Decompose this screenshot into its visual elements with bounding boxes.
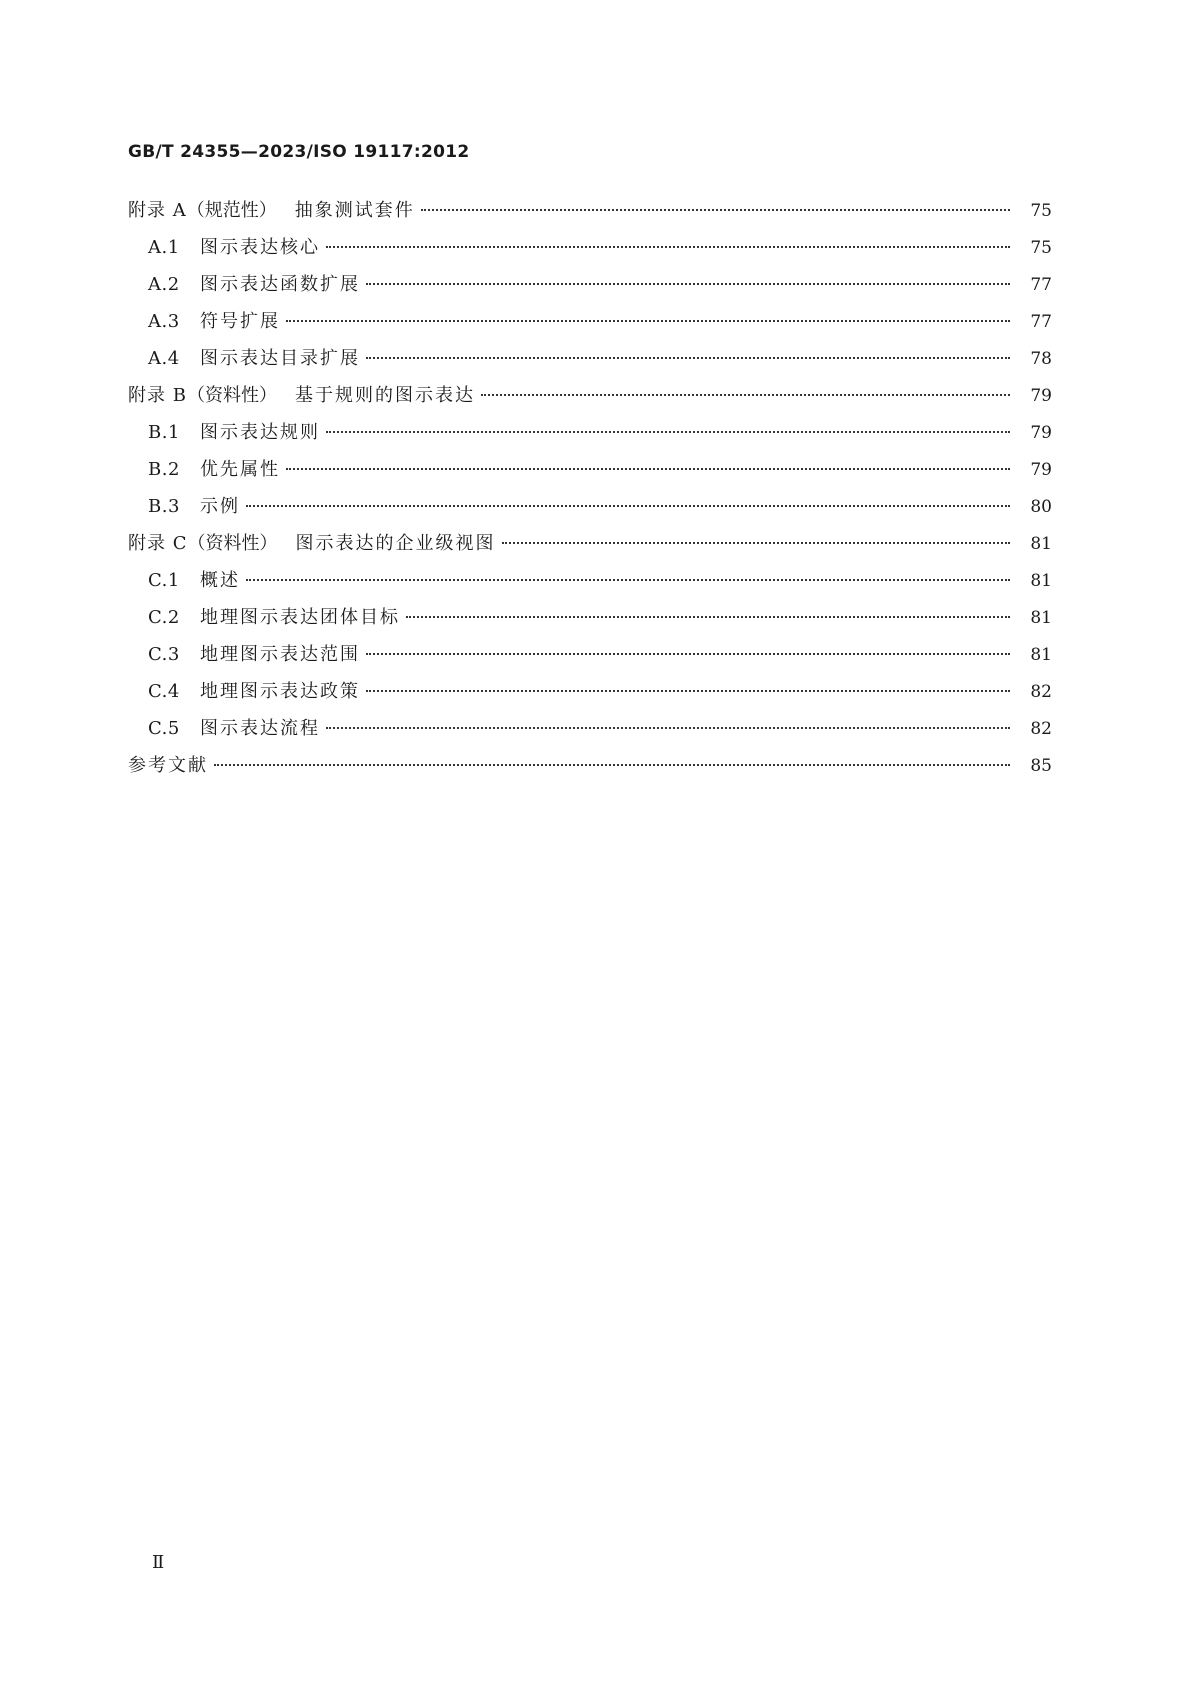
dot-leader (326, 246, 1010, 248)
toc-entry-appendix-b[interactable] (128, 381, 1052, 418)
toc-entry-appendix-c[interactable] (128, 529, 1052, 566)
toc-entry-number: B.3 (148, 496, 180, 517)
toc-entry-title: 概述 (200, 570, 240, 591)
toc-entry-number: B.2 (148, 459, 180, 480)
toc-page-number: 82 (1030, 682, 1052, 702)
toc-entry-c4[interactable] (128, 677, 1052, 714)
toc-page-number: 75 (1030, 201, 1052, 221)
table-of-contents (128, 196, 1052, 788)
toc-entry-number: A.1 (148, 237, 180, 258)
toc-entry-title: 图示表达规则 (200, 422, 320, 443)
toc-page-number: 77 (1030, 312, 1052, 332)
toc-entry-c5[interactable] (128, 714, 1052, 751)
toc-appendix-nature: （资料性） (187, 533, 278, 554)
dot-leader (502, 542, 1011, 544)
dot-leader (214, 764, 1010, 766)
toc-appendix-nature: （规范性） (186, 200, 277, 221)
toc-entry-title: 抽象测试套件 (294, 200, 415, 221)
toc-entry-title: 优先属性 (200, 459, 280, 480)
dot-leader (406, 616, 1010, 618)
toc-appendix-nature: （资料性） (186, 385, 277, 406)
toc-page-number: 79 (1030, 423, 1052, 443)
footer-page-number: Ⅱ (152, 1552, 165, 1573)
toc-entry-title: 地理图示表达政策 (200, 681, 360, 702)
toc-entry-c2[interactable] (128, 603, 1052, 640)
dot-leader (326, 727, 1010, 729)
toc-page-number: 79 (1030, 386, 1052, 406)
toc-entry-number: A.3 (148, 311, 180, 332)
toc-entry-title: 参考文献 (128, 755, 208, 776)
toc-entry-b2[interactable] (128, 455, 1052, 492)
dot-leader (366, 357, 1010, 359)
toc-entry-number: C.2 (148, 607, 180, 628)
dot-leader (366, 653, 1010, 655)
toc-entry-a4[interactable] (128, 344, 1052, 381)
toc-entry-number: C.4 (148, 681, 180, 702)
toc-entry-number: C.5 (148, 718, 180, 739)
toc-entry-a3[interactable] (128, 307, 1052, 344)
toc-entry-a1[interactable] (128, 233, 1052, 270)
toc-appendix-label: 附录 B (128, 385, 187, 406)
dot-leader (246, 579, 1010, 581)
toc-entry-c3[interactable] (128, 640, 1052, 677)
toc-page-number: 82 (1030, 719, 1052, 739)
dot-leader (366, 283, 1010, 285)
toc-page-number: 81 (1030, 571, 1052, 591)
toc-entry-title: 图示表达核心 (200, 237, 320, 258)
toc-entry-c1[interactable] (128, 566, 1052, 603)
toc-entry-number: A.2 (148, 274, 180, 295)
toc-page-number: 79 (1030, 460, 1052, 480)
toc-entry-title: 图示表达目录扩展 (200, 348, 360, 369)
toc-entry-a2[interactable] (128, 270, 1052, 307)
standard-code-header: GB/T 24355—2023/ISO 19117:2012 (128, 142, 470, 162)
toc-entry-title: 符号扩展 (200, 311, 280, 332)
toc-entry-number: A.4 (148, 348, 180, 369)
toc-page-number: 80 (1030, 497, 1052, 517)
dot-leader (366, 690, 1010, 692)
toc-entry-references[interactable] (128, 751, 1052, 788)
toc-entry-b3[interactable] (128, 492, 1052, 529)
dot-leader (421, 209, 1010, 211)
toc-page-number: 78 (1030, 349, 1052, 369)
toc-page-number: 81 (1030, 645, 1052, 665)
toc-page-number: 85 (1030, 756, 1052, 776)
dot-leader (326, 431, 1010, 433)
dot-leader (286, 320, 1010, 322)
dot-leader (246, 505, 1010, 507)
toc-page-number: 75 (1030, 238, 1052, 258)
toc-page-number: 81 (1030, 534, 1052, 554)
toc-entry-number: C.3 (148, 644, 180, 665)
dot-leader (481, 394, 1010, 396)
toc-appendix-label: 附录 C (128, 533, 188, 554)
dot-leader (286, 468, 1010, 470)
toc-entry-title: 图示表达流程 (200, 718, 320, 739)
toc-entry-title: 地理图示表达团体目标 (200, 607, 400, 628)
toc-entry-number: C.1 (148, 570, 180, 591)
toc-entry-title: 地理图示表达范围 (200, 644, 360, 665)
toc-entry-title: 图示表达的企业级视图 (295, 533, 496, 554)
toc-appendix-label: 附录 A (128, 200, 187, 221)
toc-page-number: 81 (1030, 608, 1052, 628)
toc-entry-number: B.1 (148, 422, 180, 443)
toc-entry-appendix-a[interactable] (128, 196, 1052, 233)
toc-entry-title: 示例 (200, 496, 240, 517)
toc-page-number: 77 (1030, 275, 1052, 295)
toc-entry-b1[interactable] (128, 418, 1052, 455)
toc-entry-title: 基于规则的图示表达 (294, 385, 475, 406)
toc-entry-title: 图示表达函数扩展 (200, 274, 360, 295)
